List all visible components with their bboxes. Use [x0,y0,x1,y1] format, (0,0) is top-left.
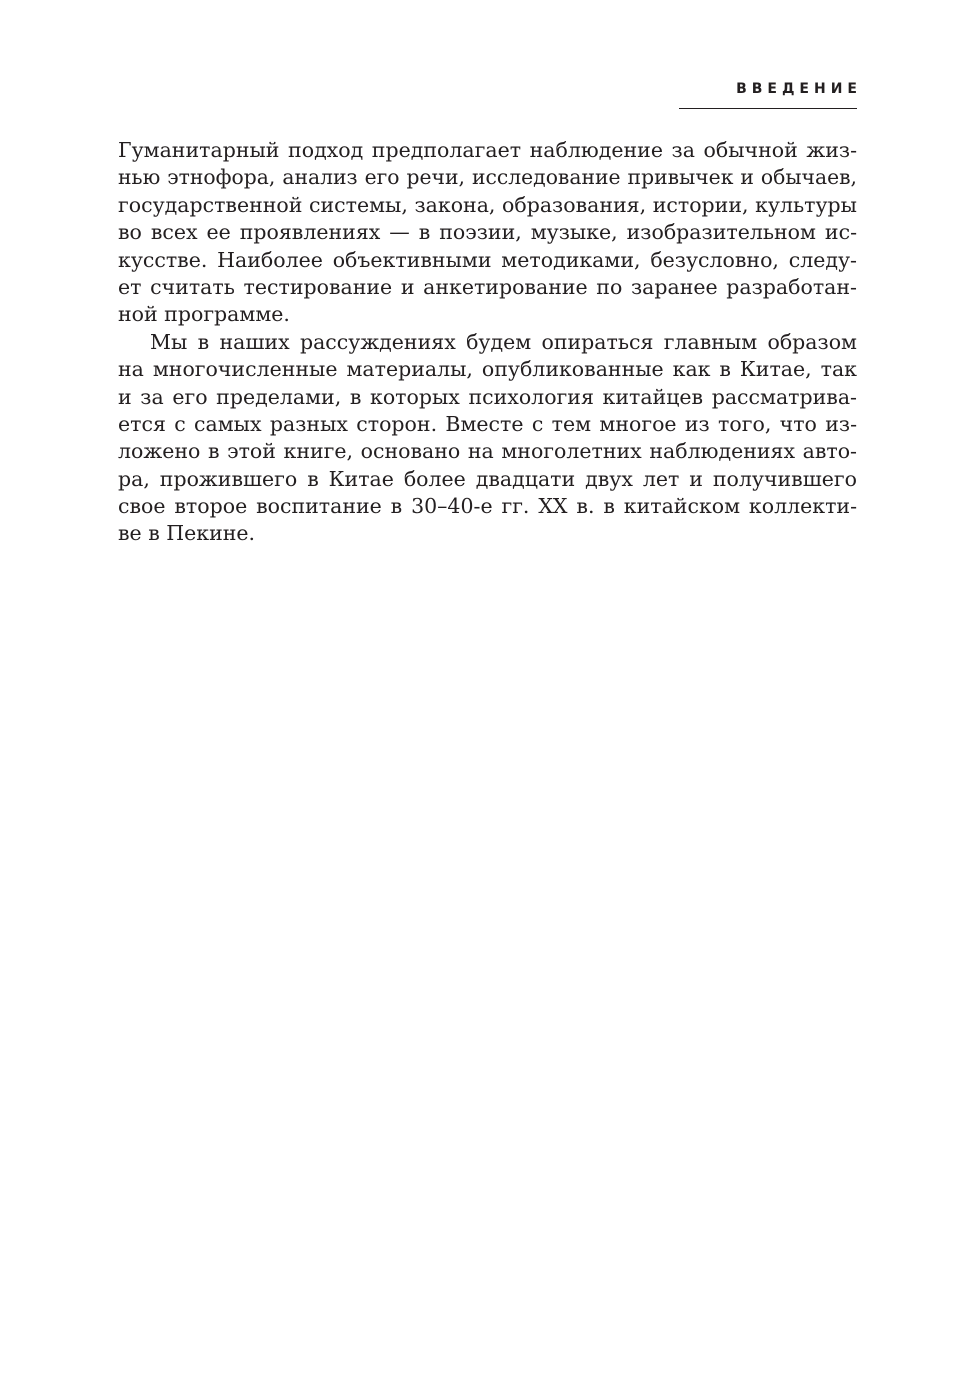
text-line: на многочисленные материалы, опубликованные как в Китае, так [118,357,857,382]
text-line: Мы в наших рассуждениях будем опираться главным образом [150,329,857,354]
text-line: и за его пределами, в которых психология китайцев рассматрива- [118,384,857,409]
paragraph-2 [118,329,857,548]
text-line: во всех ее проявлениях — в поэзии, музыке, изобразительном ис- [118,220,857,245]
text-line: ве в Пекине. [118,521,256,546]
text-line: ра, прожившего в Китае более двадцати двух лет и получившего [118,466,857,491]
text-line: кусстве. Наиболее объективными методиками, безусловно, следу- [118,247,857,272]
text-line: ной программе. [118,302,290,327]
text-line: свое второе воспитание в 30–40-е гг. XX в. в китайском коллекти- [118,494,857,519]
text-line: ется с самых разных сторон. Вместе с тем многое из того, что из- [118,411,857,436]
text-line: Гуманитарный подход предполагает наблюдение за обычной жиз- [118,138,857,162]
paragraph-1 [118,137,857,329]
body-text [118,137,857,548]
running-title: ВВЕДЕНИЕ [736,81,862,97]
text-line: государственной системы, закона, образования, истории, культуры [118,192,857,217]
text-line: ложено в этой книге, основано на многолетних наблюдениях авто- [118,439,857,464]
header-rule [679,108,857,109]
text-line: нью этнофора, анализ его речи, исследование привычек и обычаев, [118,165,857,190]
text-line: ет считать тестирование и анкетирование по заранее разработан- [118,274,857,299]
